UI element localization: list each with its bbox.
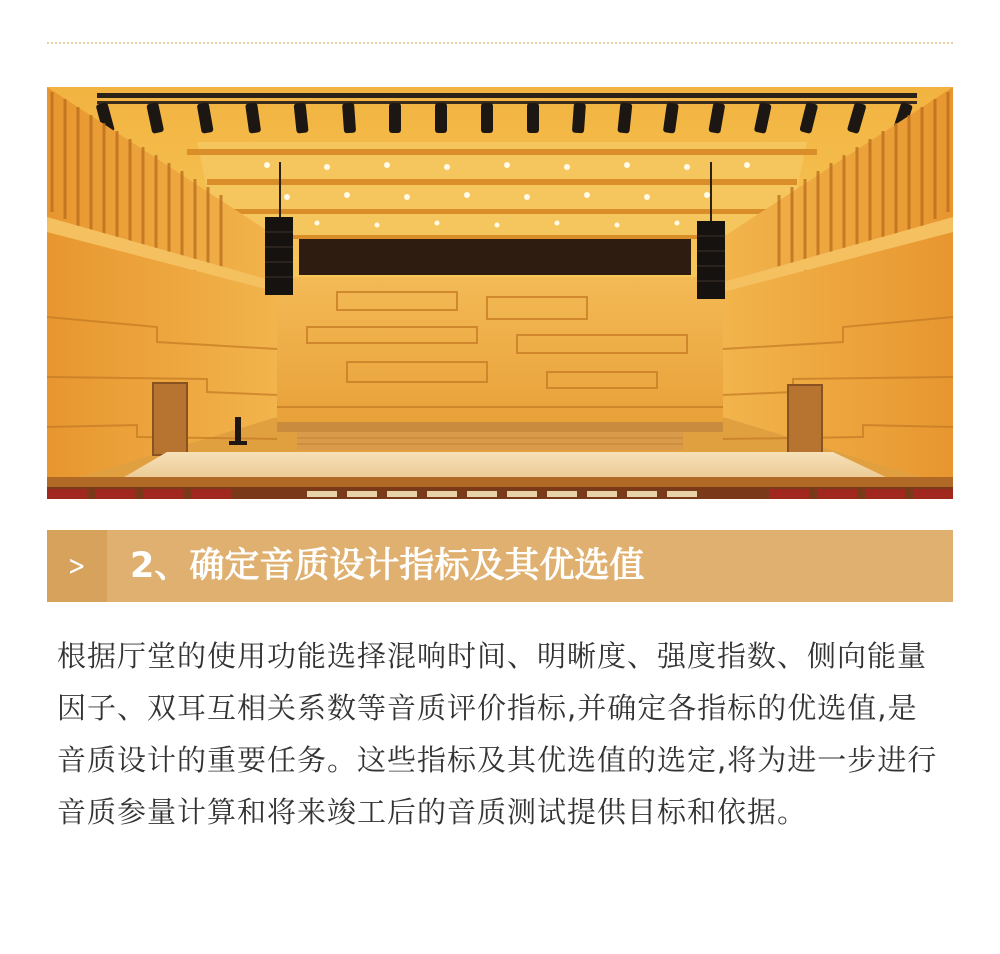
section-title: 2、确定音质设计指标及其优选值 [130, 546, 645, 586]
concert-hall-photo [47, 87, 953, 499]
article-paragraph: 根据厅堂的使用功能选择混响时间、明晰度、强度指数、侧向能量因子、双耳互相关系数等音质评价指标,并确定各指标的优选值,是音质设计的重要任务。这些指标及其优选值的选定,将为进一步进行音质参量计算和将来竣工后的音质测试提供目标和依据。 [57, 639, 938, 829]
top-divider [47, 42, 953, 44]
section-heading [47, 530, 953, 602]
article-body [57, 630, 947, 838]
chevron-right-icon: > [47, 530, 107, 602]
